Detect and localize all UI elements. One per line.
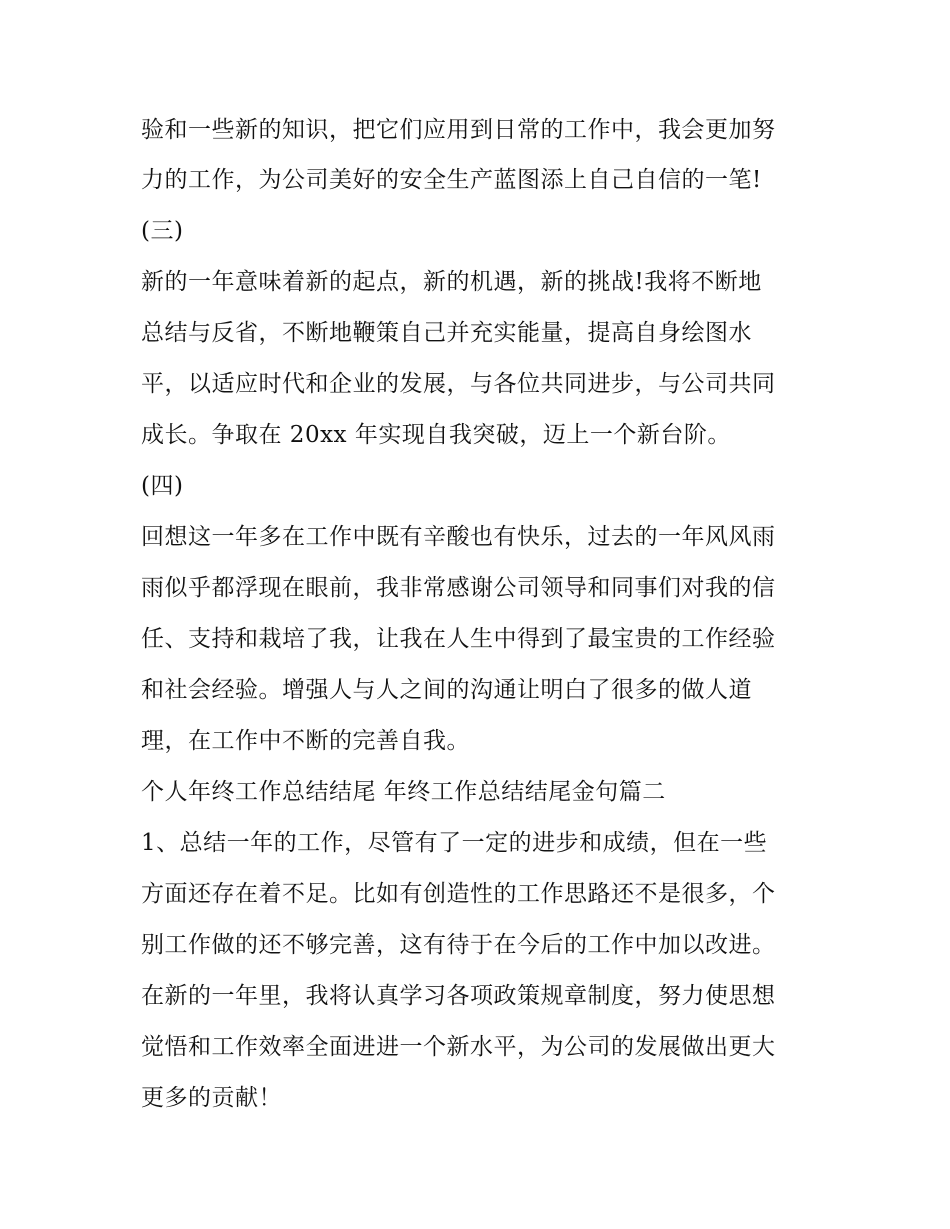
text-line: 新的一年意味着新的起点，新的机遇，新的挑战!我将不断地 <box>141 269 762 295</box>
text-line: 方面还存在着不足。比如有创造性的工作思路还不是很多，个 <box>141 881 776 907</box>
text-line: 在新的一年里，我将认真学习各项政策规章制度，努力使思想 <box>141 983 776 1009</box>
section-heading: (四) <box>141 473 184 499</box>
article-title: 个人年终工作总结结尾 年终工作总结结尾金句篇二 <box>141 779 666 805</box>
text-line: 1、总结一年的工作，尽管有了一定的进步和成绩，但在一些 <box>141 830 768 856</box>
text-line: 平，以适应时代和企业的发展，与各位共同进步，与公司共同 <box>141 371 776 397</box>
section-heading: (三) <box>141 218 184 244</box>
text-line: 验和一些新的知识，把它们应用到日常的工作中，我会更加努 <box>141 117 776 143</box>
text-line: 别工作做的还不够完善，这有待于在今后的工作中加以改进。 <box>141 932 776 958</box>
text-line: 和社会经验。增强人与人之间的沟通让明白了很多的做人道 <box>141 677 752 703</box>
text-line: 任、支持和栽培了我，让我在人生中得到了最宝贵的工作经验 <box>141 626 776 652</box>
text-line: 回想这一年多在工作中既有辛酸也有快乐，过去的一年风风雨 <box>141 524 776 550</box>
text-line: 更多的贡献！ <box>141 1085 282 1111</box>
text-line: 力的工作，为公司美好的安全生产蓝图添上自己自信的一笔! <box>141 167 762 193</box>
text-line: 总结与反省，不断地鞭策自己并充实能量，提高自身绘图水 <box>141 320 752 346</box>
text-line: 雨似乎都浮现在眼前，我非常感谢公司领导和同事们对我的信 <box>141 575 776 601</box>
text-line: 觉悟和工作效率全面进进一个新水平，为公司的发展做出更大 <box>141 1034 776 1060</box>
text-line: 理，在工作中不断的完善自我。 <box>141 728 470 754</box>
text-line: 成长。争取在 20xx 年实现自我突破，迈上一个新台阶。 <box>141 422 731 448</box>
